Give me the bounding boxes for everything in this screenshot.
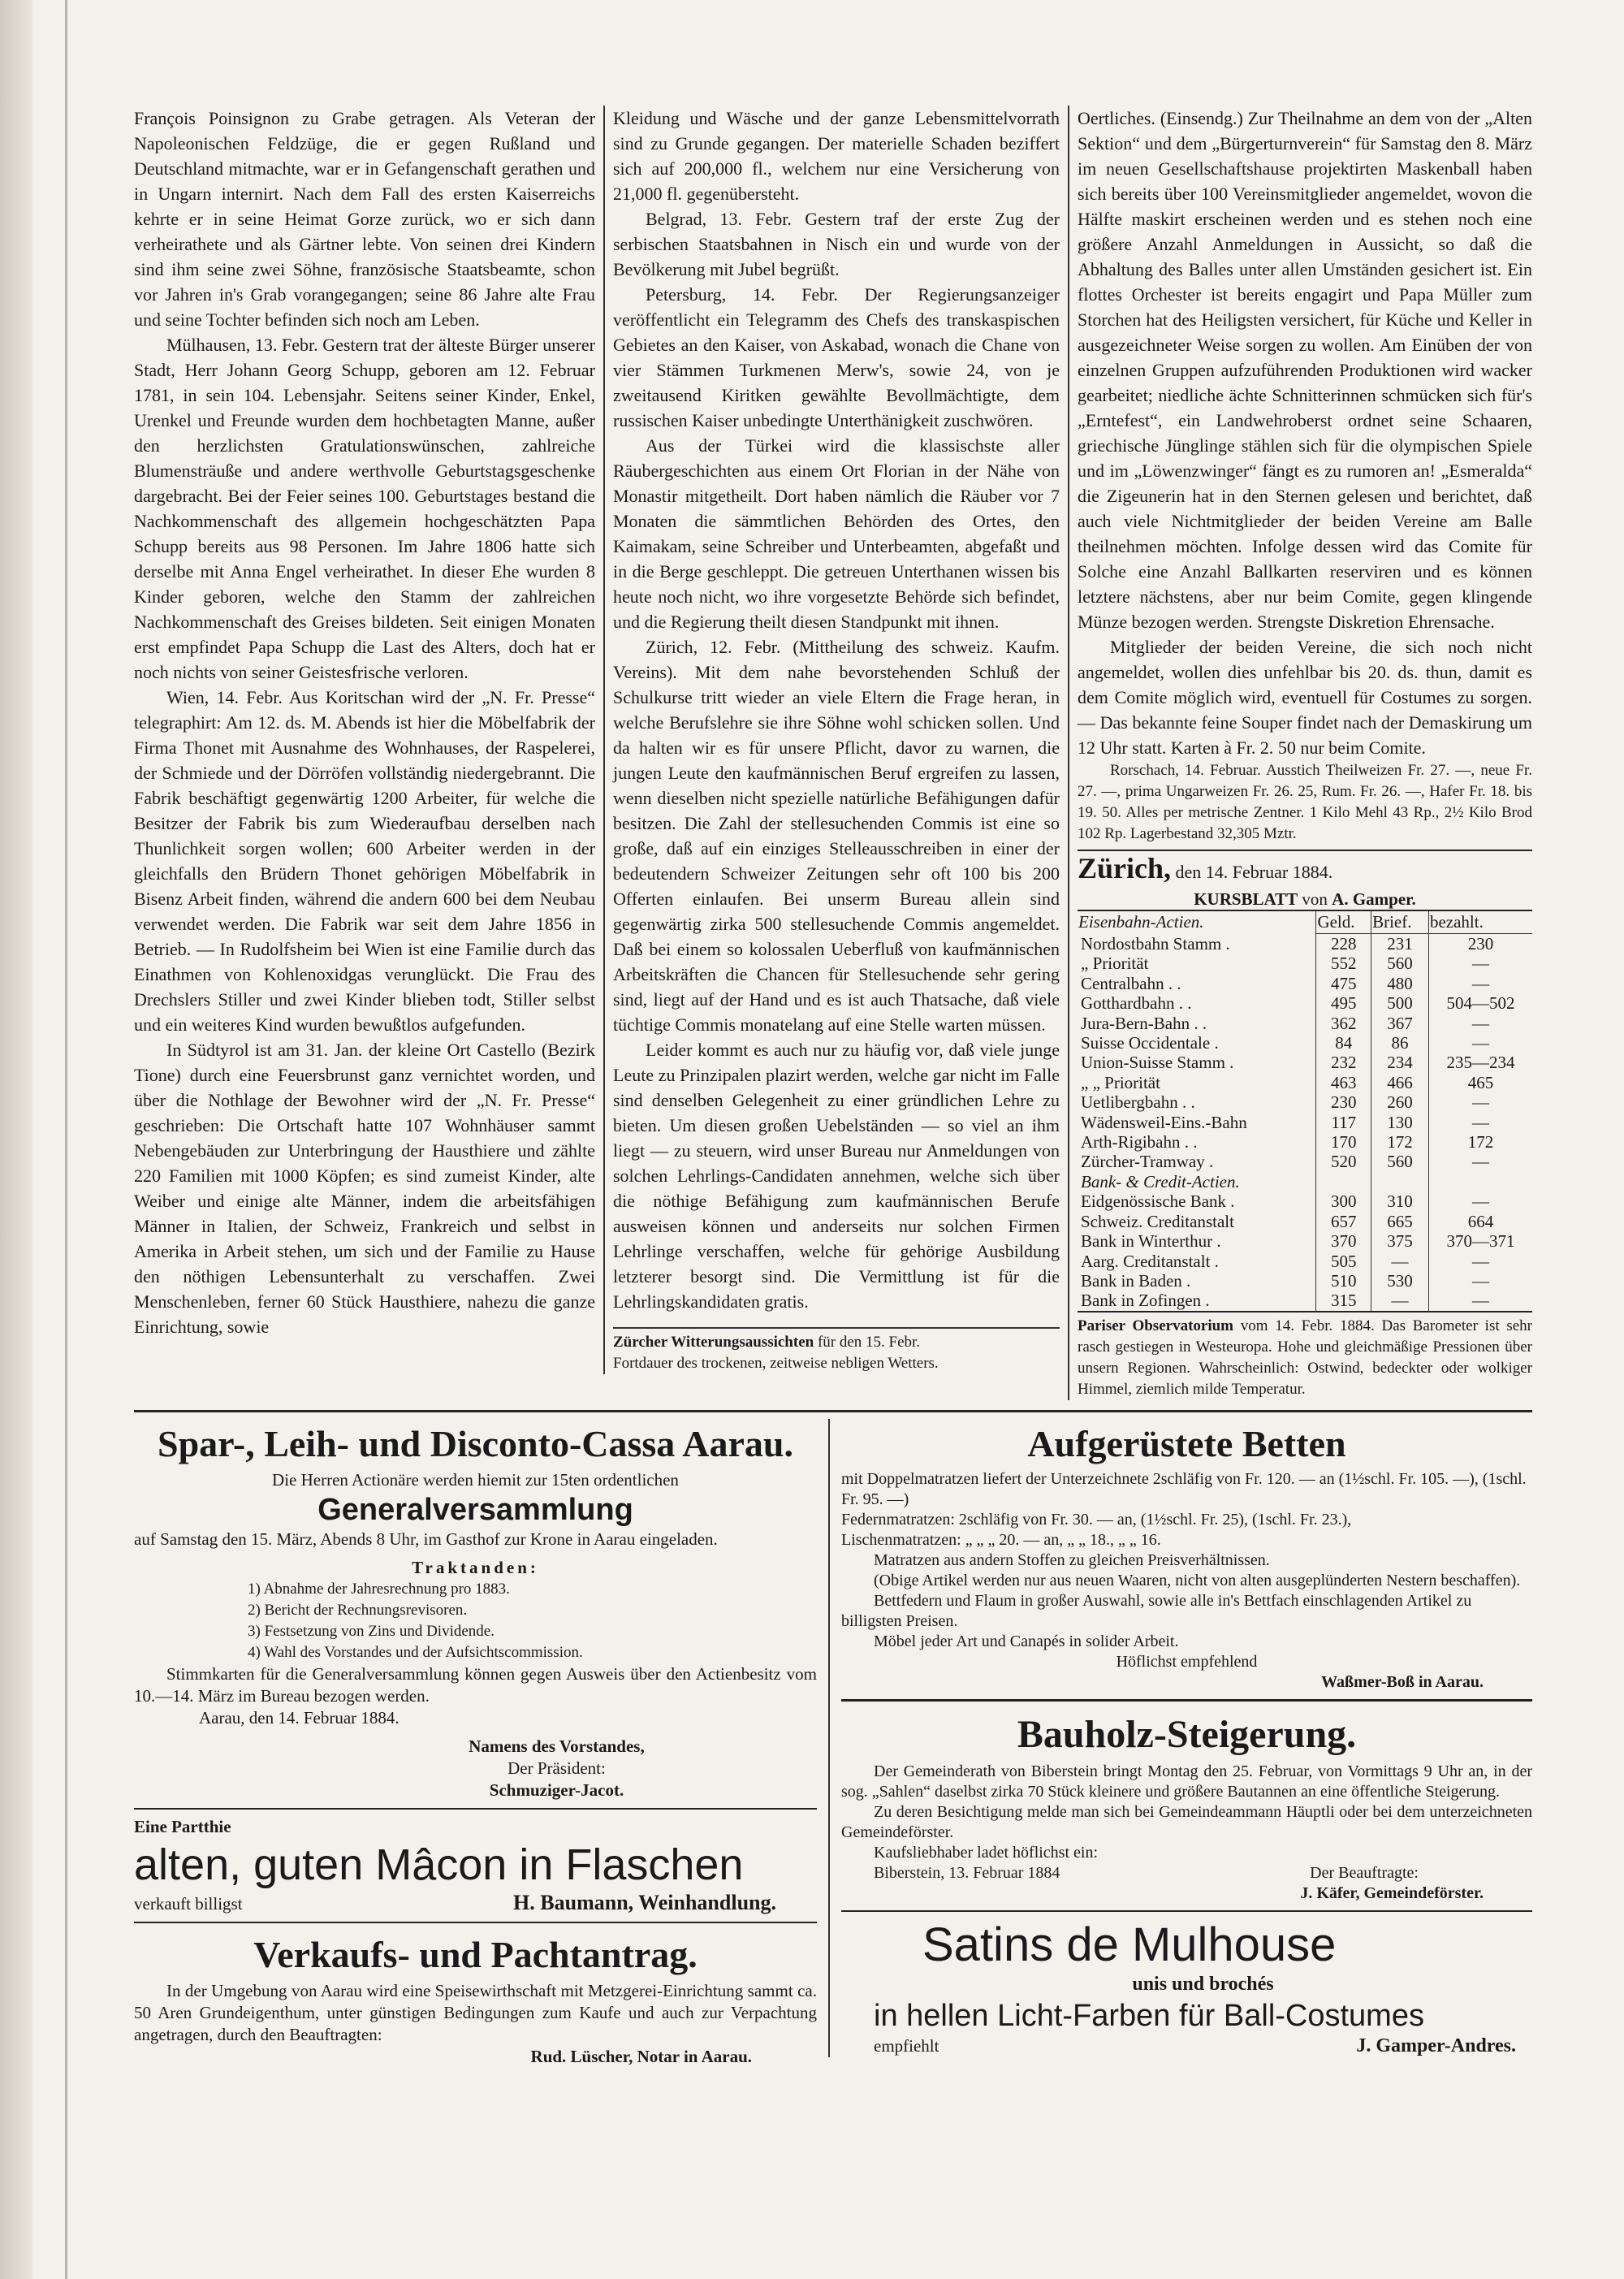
stock-name: Suisse Occidentale .: [1081, 1033, 1219, 1053]
ad-spar-cassa: [134, 1419, 817, 1801]
stock-name: Bank in Baden .: [1081, 1270, 1191, 1291]
stock-value: —: [1371, 1291, 1429, 1311]
ad-line: Matratzen aus andern Stoffen zu gleichen Preisverhältnissen.: [874, 1550, 1270, 1569]
stock-value: 370: [1316, 1231, 1371, 1251]
stock-value: 235—234: [1428, 1053, 1532, 1072]
ad-macon: [134, 1816, 817, 1915]
stock-name: Gotthardbahn . .: [1081, 993, 1192, 1014]
ad-bauholz: [841, 1708, 1532, 1904]
ad-seller: H. Baumann, Weinhandlung.: [513, 1890, 776, 1914]
ad-text: Stimmkarten für die Generalversammlung können gegen Ausweis über den Actienbesitz vom 10.—14. März im Bureau bezogen werden.: [134, 1663, 817, 1706]
stock-value: —: [1371, 1252, 1429, 1271]
observatorium-date: vom 14. Febr. 1884.: [1240, 1317, 1375, 1334]
stock-value: 657: [1316, 1212, 1371, 1231]
stock-value: —: [1428, 1014, 1532, 1033]
empty-cell: [1371, 1172, 1429, 1191]
article-belgrad: Belgrad, 13. Febr. Gestern traf der erste Zug der serbischen Staatsbahnen in Nisch ein und wurde von der Bevölkerung mit Jubel begrüßt.: [613, 209, 1060, 279]
stock-name: Bank in Winterthur .: [1081, 1231, 1221, 1252]
weather-forecast: [613, 1327, 1060, 1374]
kursblatt-title: KURSBLATT: [1194, 889, 1298, 909]
stock-value: 500: [1371, 993, 1429, 1013]
table-row: [1078, 1113, 1532, 1132]
article-lehrlinge: Leider kommt es auch nur zu häufig vor, daß viele junge Leute zu Prinzipalen plazirt werden, welche gar nicht im Falle sind denselben Gelegenheit zu einer gründlichen Lehre zu bieten. Um diesen großen Uebelständen — so viel an ihm liegt — zu steuern, wird unser Bureau nur Anmeldungen von solchen Lehrlings-Candidaten annehmen, welche sich über die nöthige Befähigung zum kaufmännischen Berufe ausweisen können und anderseits nur solchen Firmen Lehrlinge verschaffen, welche für gehörige Ausbildung letzterer besorgt sind. Die Vermittlung ist für die Lehrlingskandidaten gratis.: [613, 1040, 1060, 1312]
table-row: [1078, 1073, 1532, 1092]
article-petersburg: Petersburg, 14. Febr. Der Regierungsanzeiger veröffentlicht ein Telegramm des Chefs des transkaspischen Gebietes an den Kaiser, von Askabad, wonach die Chane von vier Stämmen Turkmenen Merw's, sowie 24, von je zweitausend Kiritken gewählte Bevollmächtigte, dem russischen Kaiser unbedingte Unterthänigkeit zuschwören.: [613, 284, 1060, 430]
column-2: [603, 106, 1068, 1374]
ad-title: Verkaufs- und Pachtantrag.: [253, 1933, 698, 1975]
stock-value: 510: [1316, 1271, 1371, 1291]
page-edge: [0, 0, 32, 2279]
divider: [134, 1808, 817, 1810]
ad-pre: Eine Partthie: [134, 1816, 231, 1836]
stock-value: —: [1428, 1252, 1532, 1271]
article-mitglieder: Mitglieder der beiden Vereine, die sich noch nicht angemeldet, wollen dies unfehlbar bis 20. ds. thun, damit es dem Comite möglich wird, eventuell für Costumes zu sorgen. — Das bekannte feine Souper findet nach der Demaskirung um 12 Uhr statt. Karten à Fr. 2. 50 nur beim Comite.: [1078, 637, 1532, 758]
ad-sign: Waßmer-Boß in Aarau.: [1321, 1672, 1484, 1691]
ad-sign: J. Gamper-Andres.: [1356, 2035, 1516, 2056]
article-suedtyrol: In Südtyrol ist am 31. Jan. der kleine Ort Castello (Bezirk Tione) durch eine Feuersbrunst ganz vernichtet worden, und über die Nothlage der Bewohner wird der „N. Fr. Presse“ geschrieben: Die Ortschaft hatte 107 Wohnhäuser sammt Nebengebäuden zur Unterbringung der Hausthiere und zählte 220 Familien mit 1000 Köpfen; es sind zumeist Kinder, alte Weiber und einige alte Männer, indem die arbeitsfähigen Männer in Italien, der Schweiz, Frankreich und selbst in Amerika in Arbeit stehen, um sich und der Familie zu Hause den nöthigen Lebensunterhalt zu verschaffen. Zwei Menschenleben, ferner 60 Stück Hausthiere, nahezu die ganze Einrichtung, sowie: [134, 1040, 595, 1337]
section-header: Eisenbahn-Actien.: [1078, 912, 1204, 932]
stock-value: 172: [1428, 1132, 1532, 1152]
stock-value: 664: [1428, 1212, 1532, 1231]
stock-value: 480: [1371, 974, 1429, 993]
ad-closing: Höflichst empfehlend: [1116, 1652, 1258, 1671]
ad-when: auf Samstag den 15. März, Abends 8 Uhr, im Gasthof zur Krone in Aarau eingeladen.: [134, 1529, 718, 1549]
ad-intro: Die Herren Actionäre werden hiemit zur 15ten ordentlichen: [272, 1469, 679, 1490]
stock-value: —: [1428, 1092, 1532, 1112]
table-row: [1078, 1092, 1532, 1112]
ad-sub: verkauft billigst: [134, 1893, 243, 1914]
table-row: [1078, 974, 1532, 993]
ad-sign: Der Beauftragte:: [1310, 1863, 1419, 1882]
article-tuerkei: Aus der Türkei wird die klassischste aller Räubergeschichten aus einem Ort Florian in der Nähe von Monastir mitgetheilt. Dort haben nämlich die Räuber vor 7 Monaten die sämmtlichen Behörden des Ortes, den Kaimakam, seine Schreiber und Unterbeamten, abgefaßt und in die Berge geschleppt. Die getreuen Unterthanen wissen bis heute noch nicht, wo ihre vorgesetzte Behörde sich befindet, und die Regierung theilt diesen Standpunkt mit ihnen.: [613, 435, 1060, 632]
stock-value: 230: [1316, 1092, 1371, 1112]
ad-text: Der Gemeinderath von Biberstein bringt Montag den 25. Februar, von Vormittags 9 Uhr an, in der sog. „Sahlen“ daselbst zirka 70 Stück kleinere und größere Bautannen an eine öffentliche Steigerung.: [841, 1762, 1532, 1801]
stock-value: 463: [1316, 1073, 1371, 1092]
col-header: Geld.: [1316, 910, 1371, 934]
kursblatt: [1078, 850, 1532, 1312]
stock-name: Centralbahn . .: [1081, 973, 1181, 993]
ad-title: Satins de Mulhouse: [922, 1918, 1337, 1971]
empty-cell: [1428, 1172, 1532, 1191]
ad-item: 2) Bericht der Rechnungsrevisoren.: [248, 1601, 468, 1619]
observatorium-title: Pariser Observatorium: [1078, 1317, 1234, 1334]
stock-value: 375: [1371, 1231, 1429, 1251]
stock-value: 228: [1316, 934, 1371, 954]
stock-name: Uetlibergbahn . .: [1081, 1092, 1195, 1113]
ad-betten: [841, 1419, 1532, 1693]
ad-sign: Der Präsident:: [508, 1758, 606, 1778]
ad-headline: Generalversammlung: [317, 1492, 633, 1527]
stock-value: —: [1428, 1113, 1532, 1132]
divider: [841, 1699, 1532, 1702]
section-header: Bank- & Credit-Actien.: [1081, 1171, 1240, 1191]
news-columns: [134, 106, 1532, 1400]
stock-table: [1078, 910, 1532, 1312]
ad-line: (Obige Artikel werden nur aus neuen Waaren, nicht von alten ausgeplünderten Nestern beschaffen).: [874, 1571, 1521, 1589]
stock-value: 552: [1316, 954, 1371, 973]
table-row: [1078, 1132, 1532, 1152]
divider: [134, 1410, 1532, 1412]
weather-text: Fortdauer des trockenen, zeitweise nebligen Wetters.: [613, 1355, 939, 1372]
table-row: [1078, 954, 1532, 973]
article-zuerich: Zürich, 12. Febr. (Mittheilung des schweiz. Kaufm. Vereins). Mit dem nahe bevorstehenden Schluß der Schulkurse tritt wieder an viele Eltern die Frage heran, in welche Berufslehre sie ihre Söhne wohl schicken sollen. Und da halten wir es für unsere Pflicht, davor zu warnen, die jungen Leute den kaufmännischen Beruf ergreifen zu lassen, wenn dieselben nicht spezielle natürliche Befähigungen dafür besitzen. Die Zahl der stellesuchenden Commis ist eine so große, daß auf ein einziges Stelleausschreiben in einer der bedeutendern Schweizer Zeitungen sehr oft 100 bis 200 Offerten einlaufen. Bei unserm Bureau allein sind gegenwärtig zirka 500 stellesuchende Commis angemeldet. Daß bei einem so kolossalen Ueberfluß von kaufmännischen Arbeitskräften die Chancen für Stellesuchende sehr gering sind, liegt auf der Hand und es ist auch Thatsache, daß viele tüchtige Commis monatelang auf eine Stelle warten müssen.: [613, 637, 1060, 1035]
ad-place: Aarau, den 14. Februar 1884.: [199, 1707, 400, 1728]
ad-satins: [841, 1918, 1532, 2057]
stock-name: Union-Suisse Stamm .: [1081, 1053, 1234, 1073]
ad-pre: empfiehlt: [874, 2035, 939, 2056]
table-row: [1078, 1212, 1532, 1231]
table-row: [1078, 1191, 1532, 1211]
stock-name: Wädensweil-Eins.-Bahn: [1081, 1112, 1247, 1132]
ad-item: 3) Festsetzung von Zins und Dividende.: [248, 1622, 495, 1640]
stock-value: 367: [1371, 1014, 1429, 1033]
stock-value: 560: [1371, 954, 1429, 973]
stock-value: 530: [1371, 1271, 1429, 1291]
page-fold: [65, 0, 67, 2279]
stock-value: 172: [1371, 1132, 1429, 1152]
stock-name: Nordostbahn Stamm .: [1081, 933, 1230, 954]
ad-text: In der Umgebung von Aarau wird eine Speisewirthschaft mit Metzgerei-Einrichtung sammt ca. 50 Aren Grundeigenthum, unter günstigen Bedingungen zum Kaufe und auch zur Verpachtung angetragen, durch den Beauftragten:: [134, 1980, 817, 2044]
observatorium: [1078, 1316, 1532, 1400]
ad-verkauf: [134, 1930, 817, 2068]
stock-value: 466: [1371, 1073, 1429, 1092]
ad-item: 4) Wahl des Vorstandes und der Aufsichtscommission.: [248, 1643, 583, 1661]
table-row: [1078, 1291, 1532, 1311]
stock-value: 130: [1371, 1113, 1429, 1132]
empty-cell: [1316, 1172, 1371, 1191]
stock-value: 232: [1316, 1053, 1371, 1072]
stock-name: Zürcher-Tramway .: [1081, 1152, 1214, 1172]
ad-item: 1) Abnahme der Jahresrechnung pro 1883.: [248, 1580, 510, 1598]
stock-value: 310: [1371, 1191, 1429, 1211]
stock-value: 84: [1316, 1033, 1371, 1053]
ad-text: Kaufsliebhaber ladet höflichst ein:: [874, 1843, 1099, 1862]
stock-name: Aarg. Creditanstalt .: [1081, 1251, 1219, 1271]
ads-left: [134, 1419, 828, 2068]
stock-value: —: [1428, 1152, 1532, 1171]
ad-text: Zu deren Besichtigung melde man sich bei Gemeindeammann Häuptli oder bei dem unterzeichneten Gemeindeförster.: [841, 1802, 1532, 1841]
stock-name: Eidgenössische Bank .: [1081, 1191, 1235, 1212]
table-row: [1078, 993, 1532, 1013]
table-row: [1078, 1172, 1532, 1191]
stock-value: 231: [1371, 934, 1429, 954]
stock-value: —: [1428, 974, 1532, 993]
ad-sub: unis und brochés: [1132, 1973, 1274, 1995]
table-row: [1078, 1033, 1532, 1053]
stock-value: 234: [1371, 1053, 1429, 1072]
stock-value: —: [1428, 954, 1532, 973]
stock-name: Jura-Bern-Bahn . .: [1081, 1013, 1207, 1033]
stock-value: —: [1428, 1271, 1532, 1291]
ad-line: Lischenmatratzen: „ „ „ 20. — an, „ „ 18., „ „ 16.: [841, 1530, 1161, 1549]
stock-name: Bank in Zofingen .: [1081, 1291, 1210, 1311]
ad-line: mit Doppelmatratzen liefert der Unterzeichnete 2schläfig von Fr. 120. — an (1½schl. Fr. 105. —), (1schl. Fr. 95. —): [841, 1469, 1527, 1508]
table-row: [1078, 934, 1532, 954]
stock-name: „ „ Priorität: [1081, 1072, 1160, 1092]
ad-title: Spar-, Leih- und Disconto-Cassa Aarau.: [158, 1422, 793, 1464]
stock-value: 170: [1316, 1132, 1371, 1152]
kursblatt-city: Zürich,: [1078, 852, 1172, 884]
stock-name: Schweiz. Creditanstalt: [1081, 1211, 1234, 1231]
table-row: [1078, 1053, 1532, 1072]
stock-value: 505: [1316, 1252, 1371, 1271]
stock-value: 495: [1316, 993, 1371, 1013]
table-row: [1078, 1252, 1532, 1271]
stock-value: —: [1428, 1033, 1532, 1053]
table-row: [1078, 1231, 1532, 1251]
stock-value: 475: [1316, 974, 1371, 993]
col-header: Brief.: [1371, 910, 1429, 934]
stock-value: 362: [1316, 1014, 1371, 1033]
table-row: [1078, 1014, 1532, 1033]
ad-traktanden-title: Traktanden:: [412, 1557, 539, 1577]
newspaper-page: [134, 0, 1532, 2100]
stock-value: 560: [1371, 1152, 1429, 1171]
article-oertliches: Oertliches. (Einsendg.) Zur Theilnahme an dem von der „Alten Sektion“ und dem „Bürgerturnverein“ für Samstag den 8. März im neuen Gesellschaftshause projektirten Maskenball haben sich bereits über 100 Vereinsmitglieder angemeldet, wovon die Hälfte maskirt erscheinen werden und es stehen noch eine größere Anzahl Anmeldungen in Aussicht, so daß die Abhaltung des Balles unter allen Umständen gesichert ist. Ein flottes Orchester ist bereits engagirt und Papa Müller zum Storchen hat des Heiligsten versichert, für Küche und Keller in ausgezeichneter Weise sorgen zu wollen. Am Einüben der von einzelnen Gruppen aufzuführenden Produktionen wird wacker gearbeitet; niedliche ächte Schnitterinnen schmücken sich für's „Erntefest“, ein Landwehroberst ordnet seine Schaaren, griechische Jünglinge stählen sich für die olympischen Spiele und im „Löwenzwinger“ fängt es zu rumoren an! „Esmeralda“ die Zigeunerin hat in den Sternen gelesen und berichtet, daß auch viele Nichtmitglieder der beiden Vereine am Balle theilnehmen möchten. Infolge dessen wird das Comite für Solche eine Anzahl Ballkarten reserviren und es können letztere nächstens, aber nur beim Comite, gegen klingende Münze bezogen werden. Strengste Diskretion Ehrensache.: [1078, 108, 1532, 632]
stock-value: 504—502: [1428, 993, 1532, 1013]
stock-value: 117: [1316, 1113, 1371, 1132]
ads-section: [134, 1419, 1532, 2068]
stock-value: 300: [1316, 1191, 1371, 1211]
ad-sign: Rud. Lüscher, Notar in Aarau.: [530, 2046, 752, 2066]
stock-value: 370—371: [1428, 1231, 1532, 1251]
table-row: [1078, 1152, 1532, 1171]
ad-sign: J. Käfer, Gemeindeförster.: [1300, 1883, 1484, 1902]
stock-value: —: [1428, 1191, 1532, 1211]
table-row: [1078, 1271, 1532, 1291]
kursblatt-date: den 14. Februar 1884.: [1175, 862, 1333, 882]
ad-sign: Schmuziger-Jacot.: [489, 1780, 624, 1800]
stock-value: —: [1428, 1291, 1532, 1311]
stock-value: 665: [1371, 1212, 1429, 1231]
ad-title: Aufgerüstete Betten: [1027, 1422, 1346, 1464]
ad-place: Biberstein, 13. Februar 1884: [874, 1863, 1060, 1882]
column-1: [134, 106, 603, 1339]
observatorium-text: Das Barometer ist sehr rasch gestiegen in Westeuropa. Hohe und gleichmäßige Pressionen über unsern Regionen. Wahrscheinlich: Ostwind, bedeckter oder wolkiger Himmel, ziemlich milde Temperatur.: [1078, 1317, 1533, 1398]
stock-name: „ Priorität: [1081, 954, 1149, 974]
ad-line: in hellen Licht-Farben für Ball-Costumes: [874, 1998, 1424, 2033]
ad-title: Bauholz-Steigerung.: [1017, 1712, 1357, 1756]
ad-line: Bettfedern und Flaum in großer Auswahl, sowie alle in's Bettfach einschlagenden Artikel zu billigsten Preisen.: [841, 1591, 1472, 1630]
ads-right: [828, 1419, 1532, 2057]
article: François Poinsignon zu Grabe getragen. Als Veteran der Napoleonischen Feldzüge, die er gegen Rußland und Deutschland mitmachte, war er in Gefangenschaft gerathen und in Ungarn internirt. Nach dem Fall des ersten Kaiserreichs kehrte er in seine Heimat Gorze zurück, wo er sich dann verheirathete und als Gärtner lebte. Von seinen drei Kindern sind ihm seine zwei Söhne, französische Staatsbeamte, schon vor Jahren in's Grab vorangegangen; seine 86 Jahre alte Frau und seine Tochter befinden sich noch am Leben.: [134, 108, 595, 330]
ad-line: Möbel jeder Art und Canapés in solider Arbeit.: [874, 1632, 1179, 1650]
column-3: [1068, 106, 1532, 1400]
stock-name: Arth-Rigibahn . .: [1081, 1132, 1198, 1152]
article-rorschach: Rorschach, 14. Februar. Ausstich Theilweizen Fr. 27. —, neue Fr. 27. —, prima Ungarweizen Fr. 26. 25, Rum. Fr. 26. —, Hafer Fr. 18. bis 19. 50. Alles per metrische Zentner. 1 Kilo Mehl 43 Rp., 2½ Kilo Brod 102 Rp. Lagerbestand 32,305 Mztr.: [1078, 762, 1532, 842]
kursblatt-von: von: [1302, 889, 1328, 909]
weather-title: Zürcher Witterungsaussichten: [613, 1334, 814, 1351]
stock-value: 86: [1371, 1033, 1429, 1053]
stock-value: 260: [1371, 1092, 1429, 1112]
article-muelhausen: Mülhausen, 13. Febr. Gestern trat der älteste Bürger unserer Stadt, Herr Johann Georg Schupp, geboren am 12. Februar 1781, in sein 104. Lebensjahr. Seitens seiner Kinder, Enkel, Urenkel und Freunde wurden dem hochbetagten Manne, außer den herzlichsten Gratulationswünschen, zahlreiche Blumensträuße und andere werthvolle Geburtstagsgeschenke dargebracht. Bei der Feier seines 100. Geburtstages bestand die Nachkommenschaft des allgemein hochgeschätzten Papa Schupp bereits aus 98 Personen. Im Jahre 1806 hatte sich derselbe mit Anna Engel verheirathet. In dieser Ehe wurden 8 Kinder geboren, welche den Stamm der zahlreichen Nachkommenschaft des Greises bildeten. Seit einigen Monaten erst empfindet Papa Schupp die Last des Alters, doch hat er noch nichts von seiner Geistesfrische verloren.: [134, 335, 595, 682]
divider: [841, 1910, 1532, 1912]
ad-sign: Namens des Vorstandes,: [469, 1736, 645, 1756]
ad-line: Federnmatratzen: 2schläfig von Fr. 30. — an, (1½schl. Fr. 25), (1schl. Fr. 23.),: [841, 1510, 1352, 1529]
ad-title: alten, guten Mâcon in Flaschen: [134, 1840, 744, 1889]
stock-value: 520: [1316, 1152, 1371, 1171]
divider: [134, 1922, 817, 1923]
stock-value: 465: [1428, 1073, 1532, 1092]
weather-date: für den 15. Febr.: [817, 1334, 921, 1351]
kursblatt-author: A. Gamper.: [1332, 889, 1416, 909]
stock-value: 315: [1316, 1291, 1371, 1311]
article-wien: Wien, 14. Febr. Aus Koritschan wird der „N. Fr. Presse“ telegraphirt: Am 12. ds. M. Abends ist hier die Möbelfabrik der Firma Thonet mit Ausnahme des Wohnhauses, der Raspelerei, der Schmiede und der Dörröfen vollständig niedergebrannt. Die Fabrik beschäftigt gegenwärtig 1200 Arbeiter, für welche die Besitzer der Fabrik bis zum Wiederaufbau derselben nach Thunlichkeit sorgen wollen; 600 Arbeiter werden in der gleichfalls den Brüdern Thonet gehörigen Möbelfabrik in Bisenz Arbeit finden, während die andern 600 bei dem Neubau verwendet werden. Die Fabrik war seit dem Jahre 1856 in Betrieb. — In Rudolfsheim bei Wien ist eine Familie durch das Einathmen von Kohlenoxidgas verunglückt. Die Frau des Drechslers Stiller und zwei Kinder blieben todt, Stiller selbst und ein weiteres Kind wurden bewußtlos aufgefunden.: [134, 687, 595, 1035]
article: Kleidung und Wäsche und der ganze Lebensmittelvorrath sind zu Grunde gegangen. Der materielle Schaden beziffert sich auf 200,000 fl., welchem nur eine Versicherung von 21,000 fl. gegenübersteht.: [613, 108, 1060, 204]
col-header: bezahlt.: [1428, 910, 1532, 934]
stock-value: 230: [1428, 934, 1532, 954]
